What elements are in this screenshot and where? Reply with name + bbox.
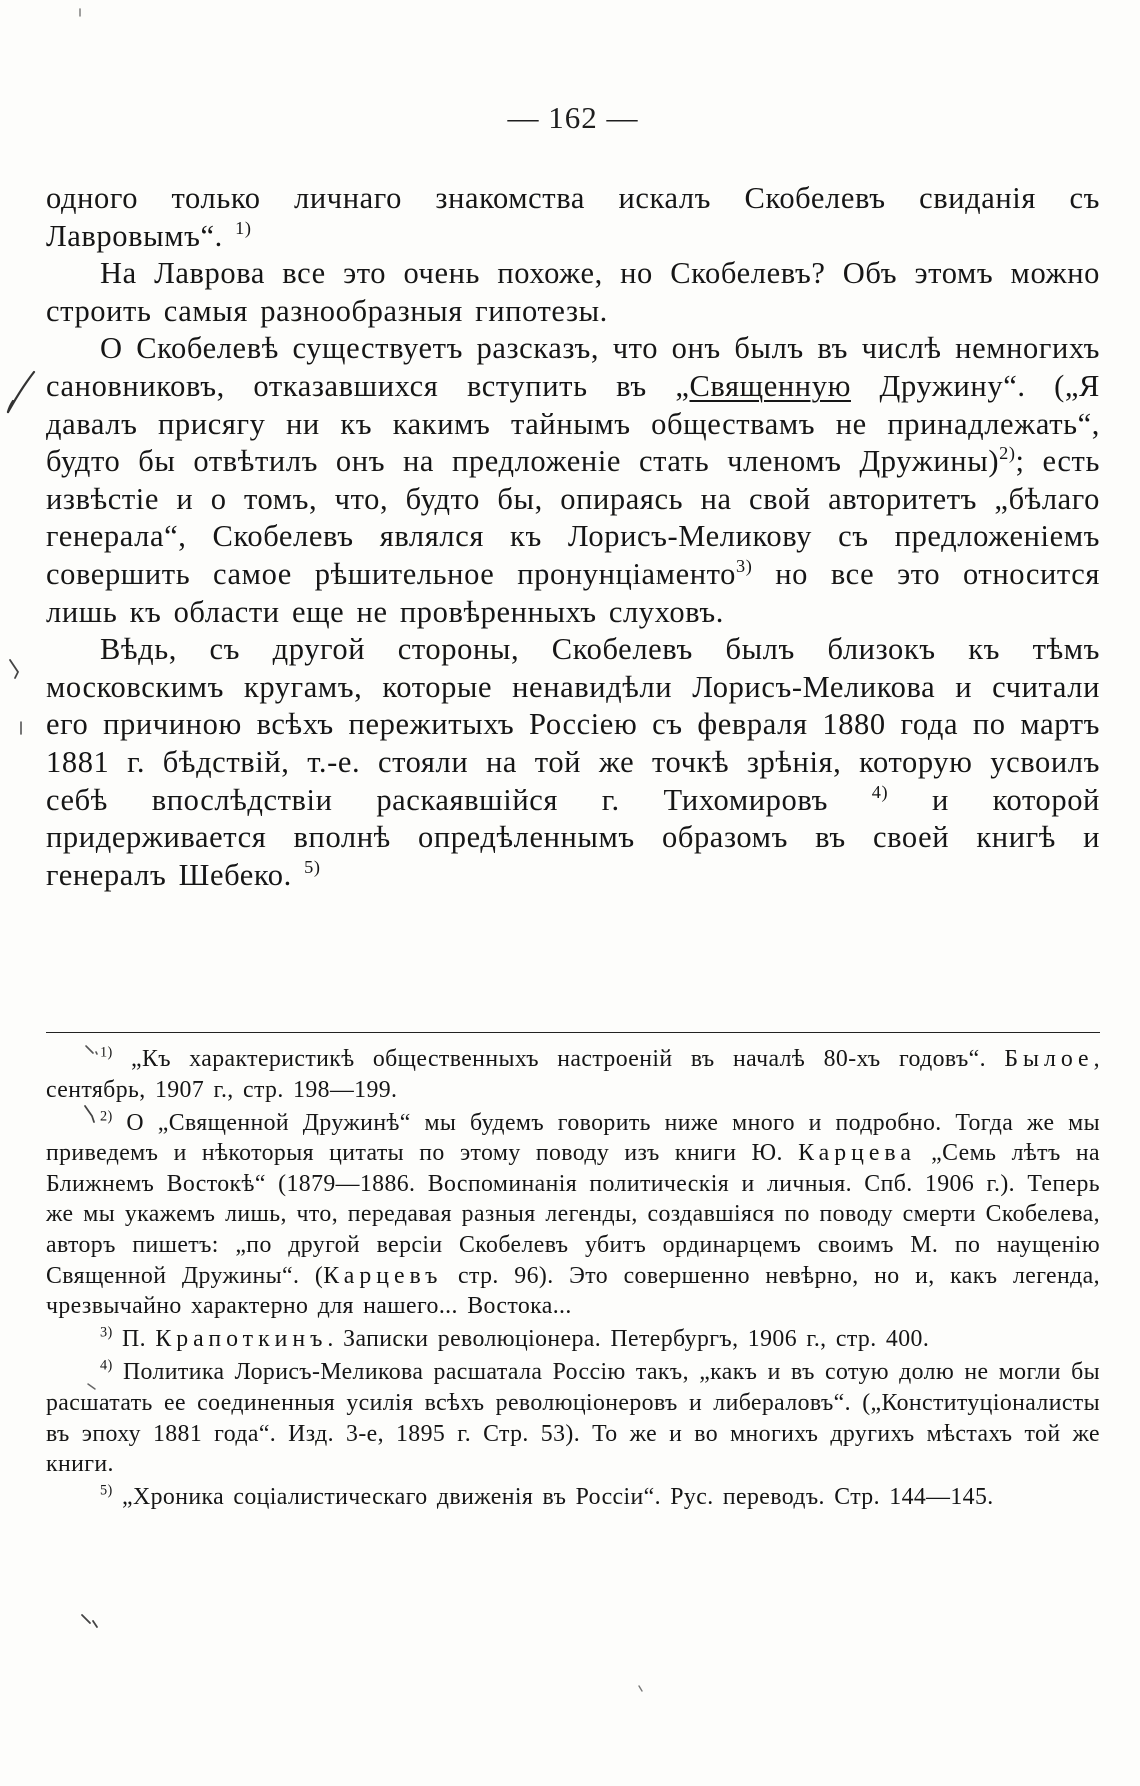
paragraph-3-text-c: ; есть извѣстіе и о томъ, что, будто бы, опираясь на свой авторитетъ „бѣлаго генерала“, Скобелевъ являлся къ Лорисъ-Меликову съ предложеніемъ совершить самое рѣшительное пронунціаменто xyxy=(46,444,1100,591)
footnote-2-mark: 2) xyxy=(100,1108,113,1125)
main-text xyxy=(46,180,1100,894)
footnote-2-author: Карцева xyxy=(798,1140,916,1167)
pencil-tick-mark xyxy=(6,656,26,682)
paragraph-4-text-b: и которой придерживается вполнѣ опредѣленнымъ образомъ въ своей книгѣ и генералъ Шебеко. xyxy=(46,782,1100,892)
footnote-divider xyxy=(46,1032,1100,1033)
footnote-5-text: „Хроника соціалистическаго движенія въ Россіи“. Рус. переводъ. Стр. 144—145. xyxy=(122,1484,994,1511)
footnote-ref-3: 3) xyxy=(736,556,753,577)
footnote-3-author: Крапоткинъ xyxy=(155,1326,328,1353)
book-page xyxy=(46,0,1100,1786)
paragraph-4-text-a: Вѣдь, съ другой стороны, Скобелевъ былъ близокъ къ тѣмъ московскимъ кругамъ, которые ненавидѣли Лорисъ-Меликова и считали его причиною всѣхъ пережитыхъ Россіею съ февраля 1880 года по мартъ 1881 г. бѣдствій, т.-е. стояли на той же точкѣ зрѣнія, которую усвоилъ себѣ впослѣдствіи раскаявшійся г. Тихомировъ xyxy=(46,632,1100,817)
footnote-2 xyxy=(46,1108,1100,1322)
footnote-2-author-2: Карцевъ xyxy=(323,1262,443,1289)
paragraph-3-text-b: Дружину“. („Я давалъ присягу ни къ какимъ тайнымъ обществамъ не принадлежать“, будто бы отвѣтилъ онъ на предложеніе стать членомъ Дружины) xyxy=(46,368,1100,479)
footnote-2-text-a: О „Священной Дружинѣ“ мы будемъ говорить ниже много и подробно. Тогда же мы приведемъ и нѣкоторыя цитаты по этому поводу изъ книги Ю. xyxy=(46,1109,1100,1167)
footnote-1-text-b: , сентябрь, 1907 г., стр. 198—199. xyxy=(46,1046,1100,1103)
footnote-ref-2: 2) xyxy=(999,443,1016,464)
footnote-3 xyxy=(46,1324,1100,1355)
paragraph-4 xyxy=(46,631,1100,894)
footnote-2-text-c: стр. 96). Это совершенно невѣрно, но и, какъ легенда, чрезвычайно характерно для нашего... Востока... xyxy=(46,1262,1100,1320)
footnote-4-mark: 4) xyxy=(100,1358,113,1375)
paragraph-3 xyxy=(46,330,1100,631)
pencil-dot-mark xyxy=(16,720,26,738)
footnote-1 xyxy=(46,1044,1100,1105)
footnote-ref-4: 4) xyxy=(871,781,889,802)
pencil-check-mark xyxy=(4,368,40,418)
footnotes xyxy=(46,1044,1100,1515)
footnote-4-text: Политика Лорисъ-Меликова расшатала Россію такъ, „какъ и въ сотую долю не могли бы расшатать ее соединенныя усилія всѣхъ революціонеровъ и либераловъ“. („Конституціоналисты въ эпоху 1881 года“. Изд. 3-е, 1895 г. Стр. 53). То же и во многихъ другихъ мѣстахъ той же книги. xyxy=(46,1359,1100,1478)
paragraph-3-text-d: но все это относится лишь къ области еще не провѣренныхъ слуховъ. xyxy=(46,556,1100,629)
footnote-1-journal: Былое xyxy=(1004,1046,1094,1072)
paragraph-2: На Лаврова все это очень похоже, но Скобелевъ? Объ этомъ можно строить самыя разнообразныя гипотезы. xyxy=(46,256,1100,328)
footnote-5 xyxy=(46,1482,1100,1513)
footnote-ref-5: 5) xyxy=(304,856,321,877)
footnote-3-text-a: П. xyxy=(122,1326,146,1353)
paragraph-1 xyxy=(46,180,1100,255)
paragraph-3-text-a: О Скобелевѣ существуетъ разсказъ, что онъ былъ въ числѣ немногихъ сановниковъ, отказавшихся вступить въ „ xyxy=(46,331,1100,403)
footnote-2-text-b: „Семь лѣтъ на Ближнемъ Востокѣ“ (1879—1886. Воспоминанія политическія и личныя. Спб. 1906 г.). Теперь же мы укажемъ лишь, что, передавая разныя легенды, создавшіяся по поводу смерти Скобелева, авторъ пишетъ: „по другой версіи Скобелевъ убитъ ординарцемъ своимъ М. по наущенію Священной Дружины“. ( xyxy=(46,1140,1100,1289)
footnote-3-mark: 3) xyxy=(100,1325,113,1342)
footnote-5-mark: 5) xyxy=(100,1483,113,1500)
page-number: — 162 — xyxy=(507,100,639,135)
footnote-ref-1: 1) xyxy=(235,217,252,238)
footnote-3-text-b: . Записки революціонера. Петербургъ, 1906 г., стр. 400. xyxy=(327,1326,930,1353)
underlined-word: Священную xyxy=(689,368,851,403)
paragraph-1-text: одного только личнаго знакомства искалъ Скобелевъ свиданія съ Лавровымъ“. xyxy=(46,181,1100,253)
footnote-1-mark: 1) xyxy=(100,1044,113,1061)
footnote-4 xyxy=(46,1357,1100,1479)
footnote-1-text-a: „Къ характеристикѣ общественныхъ настроеній въ началѣ 80-хъ годовъ“. xyxy=(131,1046,986,1072)
